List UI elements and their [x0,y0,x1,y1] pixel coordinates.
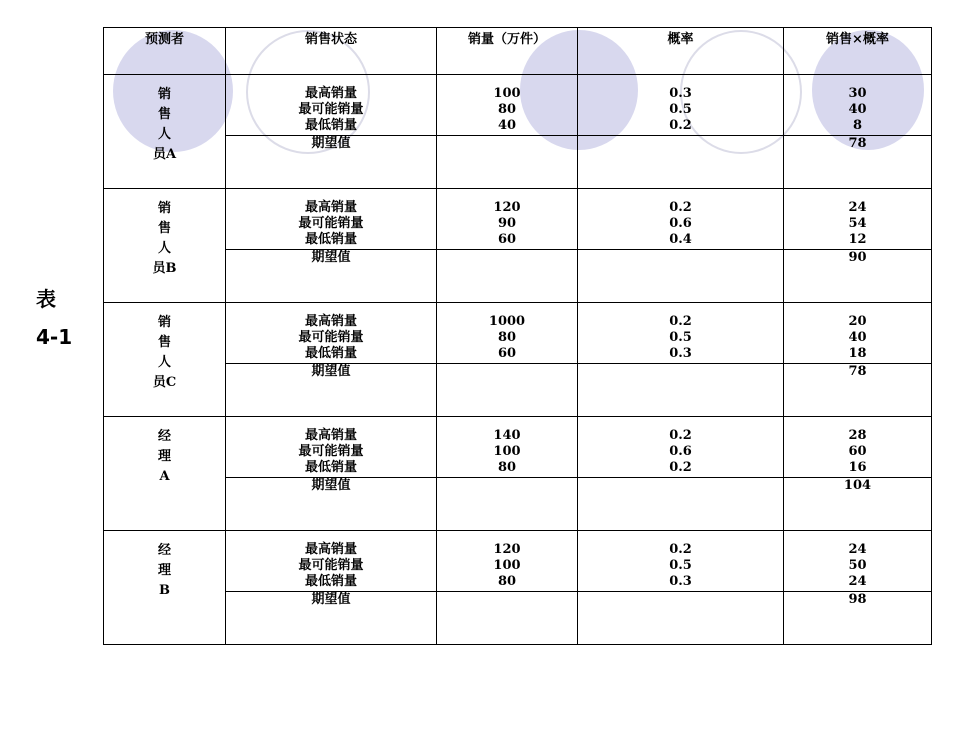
empty-cell [578,250,784,303]
states-cell: 最高销量 最可能销量 最低销量 [226,75,437,136]
expected-value: 104 [784,478,932,531]
forecaster-cell [104,417,226,531]
empty-cell [437,250,578,303]
forecaster-cell [104,303,226,417]
probabilities-cell: 0.3 0.5 0.2 [578,75,784,136]
products-cell: 28 60 16 [784,417,932,478]
header-product: 销售×概率 [784,28,932,75]
expected-row [104,592,932,645]
states-cell: 最高销量 最可能销量 最低销量 [226,189,437,250]
expected-label: 期望值 [226,364,437,417]
states-cell: 最高销量 最可能销量 最低销量 [226,303,437,364]
volumes-cell: 120 90 60 [437,189,578,250]
products-cell: 30 40 8 [784,75,932,136]
volumes-cell: 120 100 80 [437,531,578,592]
expected-value: 98 [784,592,932,645]
states-cell: 最高销量 最可能销量 最低销量 [226,531,437,592]
table-row [104,417,932,478]
forecaster-name: 销 售 人 员B [152,201,177,276]
table-row [104,75,932,136]
expected-label: 期望值 [226,250,437,303]
header-sales-state: 销售状态 [226,28,437,75]
empty-cell [578,136,784,189]
expected-row [104,250,932,303]
table-row [104,303,932,364]
table-caption-line2: 4-1 [36,325,73,349]
forecast-table [103,27,932,645]
expected-row [104,478,932,531]
products-cell: 24 54 12 [784,189,932,250]
expected-value: 78 [784,364,932,417]
probabilities-cell: 0.2 0.6 0.4 [578,189,784,250]
header-volume: 销量（万件） [437,28,578,75]
expected-row [104,364,932,417]
empty-cell [578,478,784,531]
states-cell: 最高销量 最可能销量 最低销量 [226,417,437,478]
probabilities-cell: 0.2 0.6 0.2 [578,417,784,478]
expected-value: 78 [784,136,932,189]
products-cell: 24 50 24 [784,531,932,592]
table-caption-line1: 表 [36,287,56,311]
empty-cell [437,478,578,531]
expected-value: 90 [784,250,932,303]
expected-row [104,136,932,189]
forecaster-cell [104,531,226,645]
empty-cell [437,592,578,645]
empty-cell [437,136,578,189]
forecaster-name: 销 售 人 员A [152,87,177,162]
products-cell: 20 40 18 [784,303,932,364]
table-row [104,531,932,592]
forecaster-name: 经 理 A [157,429,171,484]
forecaster-cell [104,189,226,303]
volumes-cell: 140 100 80 [437,417,578,478]
forecaster-cell [104,75,226,189]
volumes-cell: 1000 80 60 [437,303,578,364]
expected-label: 期望值 [226,136,437,189]
header-forecaster: 预测者 [104,28,226,75]
header-row [104,28,932,75]
volumes-cell: 100 80 40 [437,75,578,136]
table-row [104,189,932,250]
expected-label: 期望值 [226,478,437,531]
probabilities-cell: 0.2 0.5 0.3 [578,531,784,592]
forecaster-name: 销 售 人 员C [152,315,177,390]
expected-label: 期望值 [226,592,437,645]
probabilities-cell: 0.2 0.5 0.3 [578,303,784,364]
empty-cell [437,364,578,417]
empty-cell [578,592,784,645]
forecaster-name: 经 理 B [157,543,171,598]
empty-cell [578,364,784,417]
header-probability: 概率 [578,28,784,75]
